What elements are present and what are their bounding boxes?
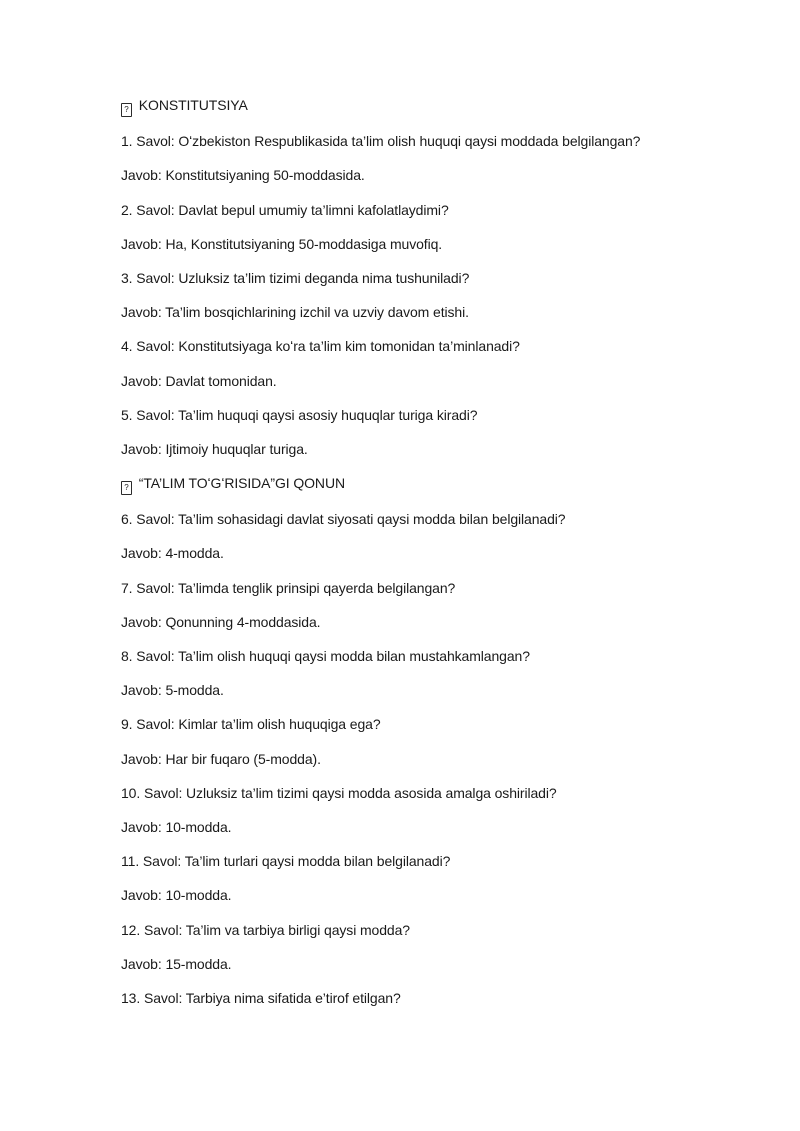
missing-glyph-icon: ? (121, 481, 132, 495)
section-heading: ? KONSTITUTSIYA (121, 95, 695, 117)
answer-line: Javob: 4-modda. (121, 545, 224, 562)
answer-line: Javob: Qonunning 4-moddasida. (121, 613, 321, 630)
answer-line: Javob: Konstitutsiyaning 50-moddasida. (121, 167, 365, 184)
missing-glyph-icon: ? (121, 103, 132, 117)
answer-line: Javob: Davlat tomonidan. (121, 372, 277, 389)
answer-line: Javob: 15-modda. (121, 955, 232, 972)
answer-line: Javob: Ha, Konstitutsiyaning 50-moddasiga muvofiq. (121, 235, 443, 252)
question-line: 13. Savol: Tarbiya nima sifatida e’tirof etilgan? (121, 989, 401, 1006)
question-line: 11. Savol: Ta’lim turlari qaysi modda bilan belgilanadi? (121, 853, 451, 870)
question-line: 1. Savol: Oʻzbekiston Respublikasida ta’lim olish huquqi qaysi moddada belgilangan? (121, 133, 641, 150)
answer-line: Javob: 10-modda. (121, 887, 232, 904)
question-line: 12. Savol: Ta’lim va tarbiya birligi qaysi modda? (121, 921, 410, 938)
question-line: 10. Savol: Uzluksiz ta’lim tizimi qaysi modda asosida amalga oshiriladi? (121, 784, 557, 801)
answer-line: Javob: Har bir fuqaro (5-modda). (121, 750, 321, 767)
answer-line: Javob: Ta’lim bosqichlarining izchil va uzviy davom etishi. (121, 304, 469, 321)
question-line: 3. Savol: Uzluksiz ta’lim tizimi deganda nima tushuniladi? (121, 269, 470, 286)
question-line: 8. Savol: Ta’lim olish huquqi qaysi modda bilan mustahkamlangan? (121, 648, 530, 664)
answer-line: Javob: 5-modda. (121, 682, 224, 699)
question-line: 4. Savol: Konstitutsiyaga koʻra ta’lim kim tomonidan ta’minlanadi? (121, 338, 520, 355)
question-line: 7. Savol: Ta’limda tenglik prinsipi qayerda belgilangan? (121, 579, 456, 596)
section-heading: ? “TA’LIM TOʻGʻRISIDA”GI QONUN (121, 473, 695, 495)
document-text-blocks (121, 95, 695, 1008)
answer-line: Javob: Ijtimoiy huquqlar turiga. (121, 440, 308, 457)
question-line: 5. Savol: Ta’lim huquqi qaysi asosiy huquqlar turiga kiradi? (121, 406, 478, 423)
answer-line: Javob: 10-modda. (121, 818, 232, 835)
question-line: 6. Savol: Ta’lim sohasidagi davlat siyosati qaysi modda bilan belgilanadi? (121, 511, 566, 528)
question-line: 2. Savol: Davlat bepul umumiy ta’limni kafolatlaydimi? (121, 201, 449, 218)
question-line: 9. Savol: Kimlar ta’lim olish huquqiga ega? (121, 716, 381, 733)
